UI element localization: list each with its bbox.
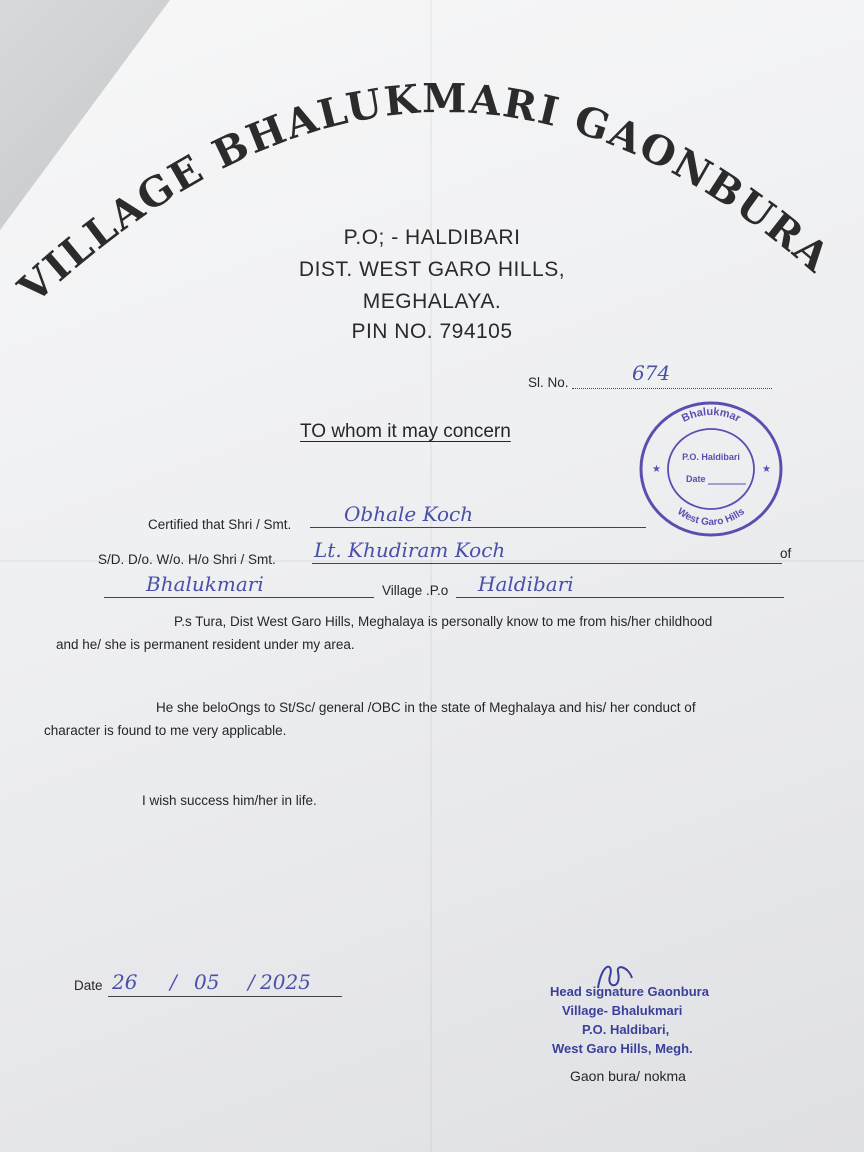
official-stamp — [636, 398, 786, 540]
certified-label: Certified that Shri / Smt. — [148, 517, 292, 532]
signature-line-3: P.O. Haldibari, — [582, 1022, 670, 1037]
date-slash-2: / — [248, 970, 255, 994]
date-year: 2025 — [260, 970, 311, 994]
village-po-label: Village .P.o — [382, 583, 449, 598]
serial-dotted-line — [572, 388, 772, 389]
address-line-po: P.O; - HALDIBARI — [343, 226, 521, 249]
stamp-po: P.O. Haldibari — [682, 452, 740, 462]
name-underline — [310, 527, 646, 528]
serial-value: 674 — [632, 361, 671, 385]
signature-line-2: Village- Bhalukmari — [562, 1003, 683, 1018]
letter-heading: TO whom it may concern — [300, 421, 511, 442]
parent-underline — [312, 563, 782, 564]
signature-line-4: West Garo Hills, Megh. — [552, 1041, 693, 1056]
date-slash-1: / — [170, 970, 177, 994]
signature-footer: Gaon bura/ nokma — [570, 1068, 686, 1084]
address-line-district: DIST. WEST GARO HILLS, — [298, 258, 566, 281]
star-icon: ★ — [762, 464, 771, 475]
village-value: Bhalukmari — [146, 572, 264, 596]
paragraph-1-line-2: and he/ she is permanent resident under my area. — [56, 637, 355, 652]
paragraph-1-line-1: P.s Tura, Dist West Garo Hills, Meghalaya is personally know to me from his/her childhood — [174, 614, 713, 629]
relation-label: S/D. D/o. W/o. H/o Shri / Smt. — [98, 552, 276, 567]
stamp-date-label: Date — [686, 474, 706, 484]
signature-line-1: Head signature Gaonbura — [550, 984, 709, 999]
date-label: Date — [74, 978, 103, 993]
svg-text:Bhalukmar — [680, 406, 743, 425]
paragraph-3: I wish success him/her in life. — [142, 793, 317, 808]
paragraph-2-line-1: He she beloOngs to St/Sc/ general /OBC in the state of Meghalaya and his/ her conduct of — [156, 700, 696, 715]
of-label: of — [780, 546, 792, 561]
address-line-pin: PIN NO. 794105 — [351, 320, 513, 343]
date-underline — [108, 996, 342, 997]
date-day: 26 — [112, 970, 138, 994]
village-underline — [104, 597, 374, 598]
star-icon: ★ — [652, 464, 661, 475]
po-value: Haldibari — [478, 572, 574, 596]
serial-label: Sl. No. — [528, 375, 569, 390]
paragraph-2-line-2: character is found to me very applicable. — [44, 723, 287, 738]
date-month: 05 — [194, 970, 220, 994]
arc-title-text: VILLAGE BHALUKMARI GAONBURA — [9, 75, 840, 313]
address-line-state: MEGHALAYA. — [362, 290, 502, 313]
stamp-ring-bottom: West Garo Hills — [675, 506, 747, 529]
po-underline — [456, 597, 784, 598]
parent-name: Lt. Khudiram Koch — [314, 538, 506, 562]
stamp-ring-top: Bhalukmar — [679, 405, 743, 425]
certified-name: Obhale Koch — [344, 502, 474, 526]
